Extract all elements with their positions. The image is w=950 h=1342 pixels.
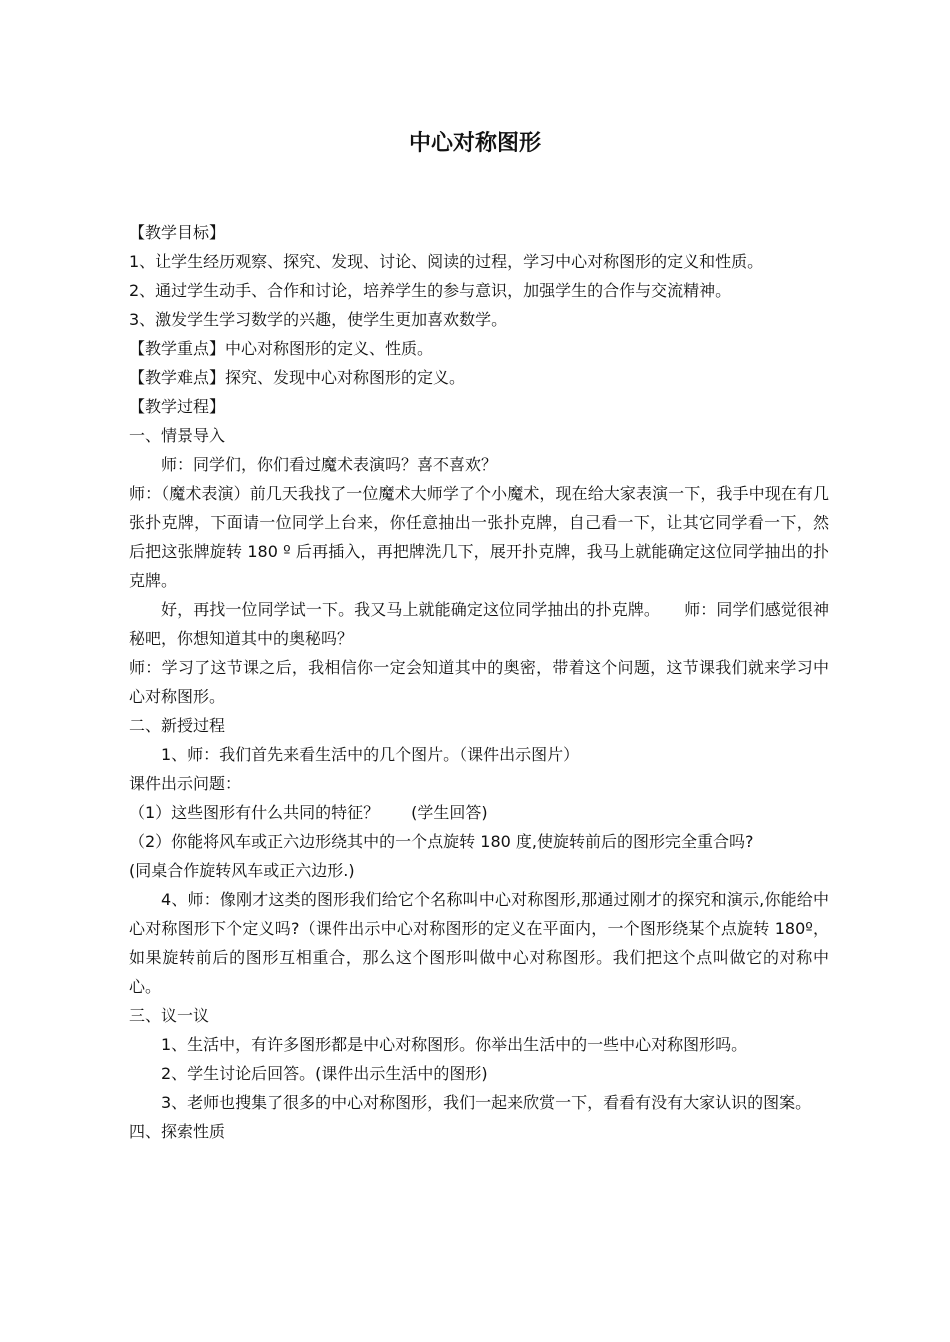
paragraph: （2）你能将风车或正六边形绕其中的一个点旋转 180 度,使旋转前后的图形完全重合吗? — [129, 832, 754, 851]
paragraph: （1）这些图形有什么共同的特征？ (学生回答) — [129, 803, 488, 822]
page-title: 中心对称图形 — [408, 131, 541, 156]
paragraph: 【教学目标】 — [129, 223, 226, 242]
paragraph: 【教学难点】探究、发现中心对称图形的定义。 — [129, 368, 466, 387]
paragraph: 好，再找一位同学试一下。我又马上就能确定这位同学抽出的扑克牌。 师：同学们感觉很神秘吧，你想知道其中的奥秘吗？ — [129, 600, 829, 648]
paragraph: 课件出示问题： — [129, 774, 242, 793]
paragraph: 3、老师也搜集了很多的中心对称图形，我们一起来欣赏一下，看看有没有大家认识的图案。 — [161, 1093, 812, 1112]
paragraph: 三、议一议 — [129, 1006, 210, 1025]
paragraph: 4、师：像刚才这类的图形我们给它个名称叫中心对称图形,那通过刚才的探究和演示,你能给中心对称图形下个定义吗?（课件出示中心对称图形的定义在平面内，一个图形绕某个点旋转 180º，如果旋转前后的图形互相重合，那么这个图形叫做中心对称图形。我们把这个点叫做它的对称中心。 — [129, 890, 829, 996]
paragraph: 【教学过程】 — [129, 397, 226, 416]
paragraph: 【教学重点】中心对称图形的定义、性质。 — [129, 339, 434, 358]
paragraph: 师：（魔术表演）前几天我找了一位魔术大师学了个小魔术，现在给大家表演一下，我手中现在有几张扑克牌，下面请一位同学上台来，你任意抽出一张扑克牌，自己看一下，让其它同学看一下，然后把这张牌旋转 180 º 后再插入，再把牌洗几下，展开扑克牌，我马上就能确定这位同学抽出的扑克牌。 — [129, 484, 829, 590]
paragraph: 1、师：我们首先来看生活中的几个图片。（课件出示图片） — [161, 745, 580, 764]
paragraph: 师：学习了这节课之后，我相信你一定会知道其中的奥密，带着这个问题，这节课我们就来学习中心对称图形。 — [129, 658, 829, 706]
paragraph: 四、探索性质 — [129, 1122, 226, 1141]
paragraph: 2、学生讨论后回答。(课件出示生活中的图形) — [161, 1064, 488, 1083]
paragraph: 1、让学生经历观察、探究、发现、讨论、阅读的过程，学习中心对称图形的定义和性质。 — [129, 252, 764, 271]
paragraph: 师：同学们，你们看过魔术表演吗？喜不喜欢？ — [161, 455, 498, 474]
paragraph: 一、情景导入 — [129, 426, 226, 445]
paragraph: 1、生活中，有许多图形都是中心对称图形。你举出生活中的一些中心对称图形吗。 — [161, 1035, 748, 1054]
paragraph: (同桌合作旋转风车或正六边形.) — [129, 861, 355, 880]
paragraph: 二、新授过程 — [129, 716, 226, 735]
document-body — [129, 218, 829, 1146]
paragraph: 3、激发学生学习数学的兴趣，使学生更加喜欢数学。 — [129, 310, 508, 329]
paragraph: 2、通过学生动手、合作和讨论，培养学生的参与意识，加强学生的合作与交流精神。 — [129, 281, 732, 300]
